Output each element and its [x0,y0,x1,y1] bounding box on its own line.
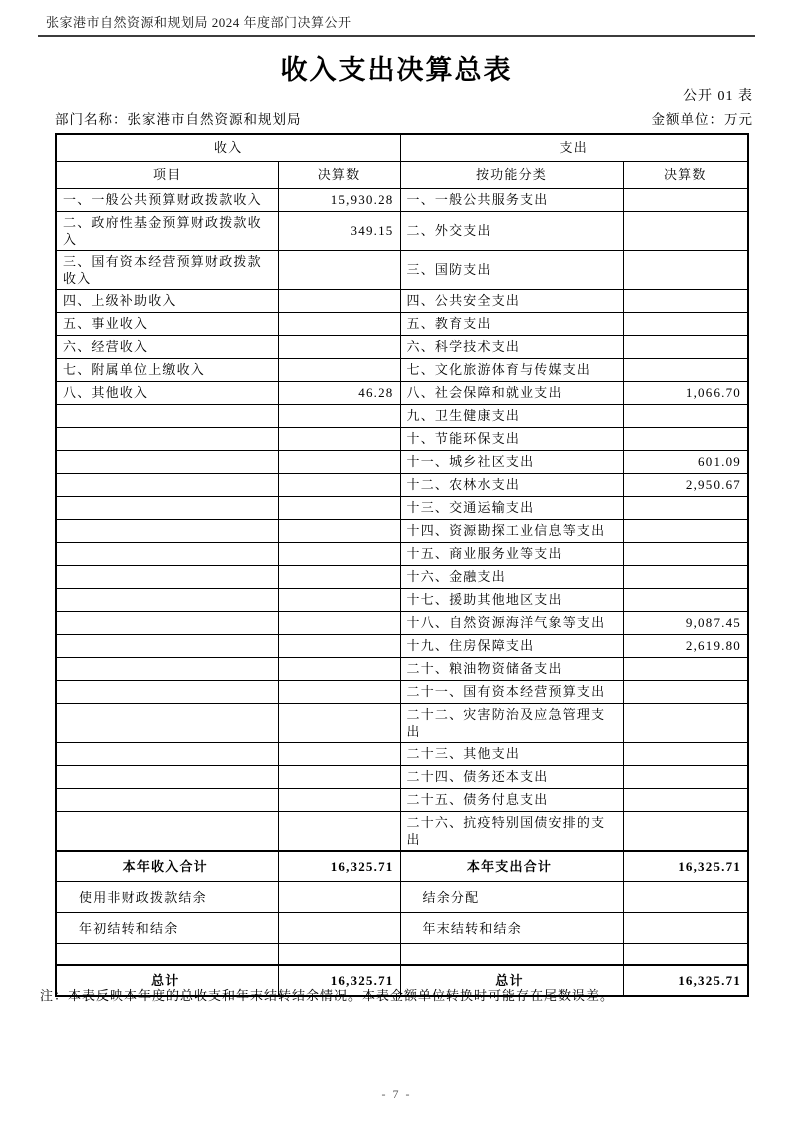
income-expense-summary-table [55,133,749,997]
table-row [56,680,748,703]
table-row [56,473,748,496]
table-row [56,404,748,427]
cell-expense: 二十四、债务还本支出 [400,765,623,788]
table-row [56,427,748,450]
table-row [56,450,748,473]
table-row [56,496,748,519]
cell-income-value [278,765,400,788]
cell-income: 八、其他收入 [56,381,278,404]
cell-income-value [278,565,400,588]
cell-income-value [278,788,400,811]
table-row [56,250,748,289]
cell-expense-value [623,882,748,913]
cell-income [56,680,278,703]
table-row [56,588,748,611]
table-row [56,289,748,312]
table-row [56,611,748,634]
cell-expense: 十九、住房保障支出 [400,634,623,657]
balance-row [56,913,748,944]
department-name-label: 部门名称：张家港市自然资源和规划局 [55,112,302,127]
cell-expense [400,944,623,965]
table-row [56,657,748,680]
table-row [56,381,748,404]
cell-income-value [278,450,400,473]
cell-expense-value [623,250,748,289]
cell-income-value [278,882,400,913]
cell-income: 六、经营收入 [56,335,278,358]
cell-expense-value [623,335,748,358]
cell-expense-value [623,680,748,703]
cell-income-value [278,680,400,703]
cell-income [56,788,278,811]
cell-expense-value [623,312,748,335]
cell-income [56,703,278,742]
cell-expense: 十一、城乡社区支出 [400,450,623,473]
cell-income-value [278,519,400,542]
cell-expense-value: 9,087.45 [623,611,748,634]
cell-expense-value: 2,950.67 [623,473,748,496]
table-row [56,211,748,250]
table-footnote: 注：本表反映本年度的总收支和年末结转结余情况。本表金额单位转换时可能存在尾数误差。 [40,988,615,1003]
cell-expense: 九、卫生健康支出 [400,404,623,427]
cell-income-value [278,427,400,450]
cell-expense-value [623,913,748,944]
section-header-row [56,134,748,161]
cell-expense-value [623,565,748,588]
cell-expense: 二十二、灾害防治及应急管理支出 [400,703,623,742]
empty-row [56,944,748,965]
cell-expense: 三、国防支出 [400,250,623,289]
cell-expense: 二十三、其他支出 [400,742,623,765]
cell-income-value [278,358,400,381]
cell-expense: 年末结转和结余 [400,913,623,944]
cell-income [56,473,278,496]
cell-expense-value [623,657,748,680]
cell-income-value [278,496,400,519]
cell-income-value: 16,325.71 [278,965,400,996]
cell-expense-value: 1,066.70 [623,381,748,404]
cell-income: 总计 [56,965,278,996]
cell-income-value: 15,930.28 [278,188,400,211]
cell-income: 一、一般公共预算财政拨款收入 [56,188,278,211]
cell-expense: 四、公共安全支出 [400,289,623,312]
total-row [56,851,748,882]
table-meta-row [55,108,753,128]
cell-expense: 七、文化旅游体育与传媒支出 [400,358,623,381]
cell-expense: 五、教育支出 [400,312,623,335]
cell-income [56,765,278,788]
cell-income-value [278,703,400,742]
table-row [56,765,748,788]
cell-expense-value [623,289,748,312]
cell-income [56,404,278,427]
cell-income [56,565,278,588]
cell-expense-value: 2,619.80 [623,634,748,657]
cell-income-value: 16,325.71 [278,851,400,882]
cell-expense: 十八、自然资源海洋气象等支出 [400,611,623,634]
cell-expense: 二十六、抗疫特别国债安排的支出 [400,811,623,851]
cell-expense: 六、科学技术支出 [400,335,623,358]
cell-income: 三、国有资本经营预算财政拨款收入 [56,250,278,289]
cell-expense: 十、节能环保支出 [400,427,623,450]
cell-expense: 十五、商业服务业等支出 [400,542,623,565]
cell-expense-value [623,358,748,381]
cell-income: 五、事业收入 [56,312,278,335]
cell-income-value [278,404,400,427]
cell-expense: 总计 [400,965,623,996]
cell-expense: 十四、资源勘探工业信息等支出 [400,519,623,542]
cell-income [56,427,278,450]
column-header-income-amount: 决算数 [278,161,400,188]
cell-expense: 结余分配 [400,882,623,913]
cell-income [56,450,278,473]
cell-expense-value [623,519,748,542]
cell-income [56,588,278,611]
table-row [56,358,748,381]
cell-income-value: 46.28 [278,381,400,404]
cell-expense-value [623,427,748,450]
cell-income: 本年收入合计 [56,851,278,882]
cell-expense: 十六、金融支出 [400,565,623,588]
cell-income-value [278,811,400,851]
cell-income-value [278,944,400,965]
cell-expense-value: 16,325.71 [623,851,748,882]
table-body [56,188,748,996]
table-row [56,565,748,588]
cell-income-value [278,742,400,765]
cell-expense-value [623,211,748,250]
table-row [56,542,748,565]
cell-expense: 十二、农林水支出 [400,473,623,496]
cell-income [56,944,278,965]
cell-expense-value: 601.09 [623,450,748,473]
cell-income-value [278,250,400,289]
cell-income-value [278,588,400,611]
table-row [56,634,748,657]
cell-income: 使用非财政拨款结余 [56,882,278,913]
cell-expense-value [623,765,748,788]
cell-expense: 一、一般公共服务支出 [400,188,623,211]
cell-income-value [278,473,400,496]
income-section-header: 收入 [56,134,400,161]
cell-expense: 二十五、债务付息支出 [400,788,623,811]
cell-expense-value [623,811,748,851]
table-row [56,335,748,358]
cell-income-value [278,657,400,680]
cell-income: 年初结转和结余 [56,913,278,944]
cell-income: 四、上级补助收入 [56,289,278,312]
cell-expense: 十七、援助其他地区支出 [400,588,623,611]
cell-expense: 本年支出合计 [400,851,623,882]
cell-expense-value [623,588,748,611]
cell-income [56,519,278,542]
column-header-row [56,161,748,188]
cell-expense-value [623,944,748,965]
page-title: 收入支出决算总表 [280,55,513,85]
cell-income [56,496,278,519]
cell-income [56,811,278,851]
cell-income: 二、政府性基金预算财政拨款收入 [56,211,278,250]
cell-expense-value [623,788,748,811]
cell-income-value [278,312,400,335]
cell-expense: 八、社会保障和就业支出 [400,381,623,404]
cell-income [56,742,278,765]
cell-income [56,634,278,657]
cell-income-value [278,289,400,312]
table-row [56,312,748,335]
column-header-expense-amount: 决算数 [623,161,748,188]
cell-income-value [278,634,400,657]
document-header-line: 张家港市自然资源和规划局 2024 年度部门决算公开 [38,10,755,37]
cell-income [56,542,278,565]
cell-income [56,657,278,680]
cell-income-value [278,542,400,565]
table-row [56,788,748,811]
table-row [56,811,748,851]
page-number: - 7 - [381,1087,412,1101]
cell-income-value [278,335,400,358]
cell-income-value [278,611,400,634]
cell-income: 七、附属单位上缴收入 [56,358,278,381]
column-header-income-item: 项目 [56,161,278,188]
expense-section-header: 支出 [400,134,748,161]
cell-expense-value [623,742,748,765]
cell-expense-value: 16,325.71 [623,965,748,996]
cell-expense-value [623,542,748,565]
cell-expense: 十三、交通运输支出 [400,496,623,519]
column-header-expense-category: 按功能分类 [400,161,623,188]
cell-expense-value [623,404,748,427]
cell-expense: 二十一、国有资本经营预算支出 [400,680,623,703]
amount-unit-label: 金额单位：万元 [651,112,753,127]
cell-expense: 二、外交支出 [400,211,623,250]
table-row [56,519,748,542]
balance-row [56,882,748,913]
table-code-label: 公开 01 表 [683,89,753,104]
cell-income-value: 349.15 [278,211,400,250]
cell-expense: 二十、粮油物资储备支出 [400,657,623,680]
cell-income [56,611,278,634]
table-row [56,742,748,765]
table-row [56,703,748,742]
cell-expense-value [623,496,748,519]
cell-expense-value [623,188,748,211]
table-row [56,188,748,211]
cell-income-value [278,913,400,944]
cell-expense-value [623,703,748,742]
